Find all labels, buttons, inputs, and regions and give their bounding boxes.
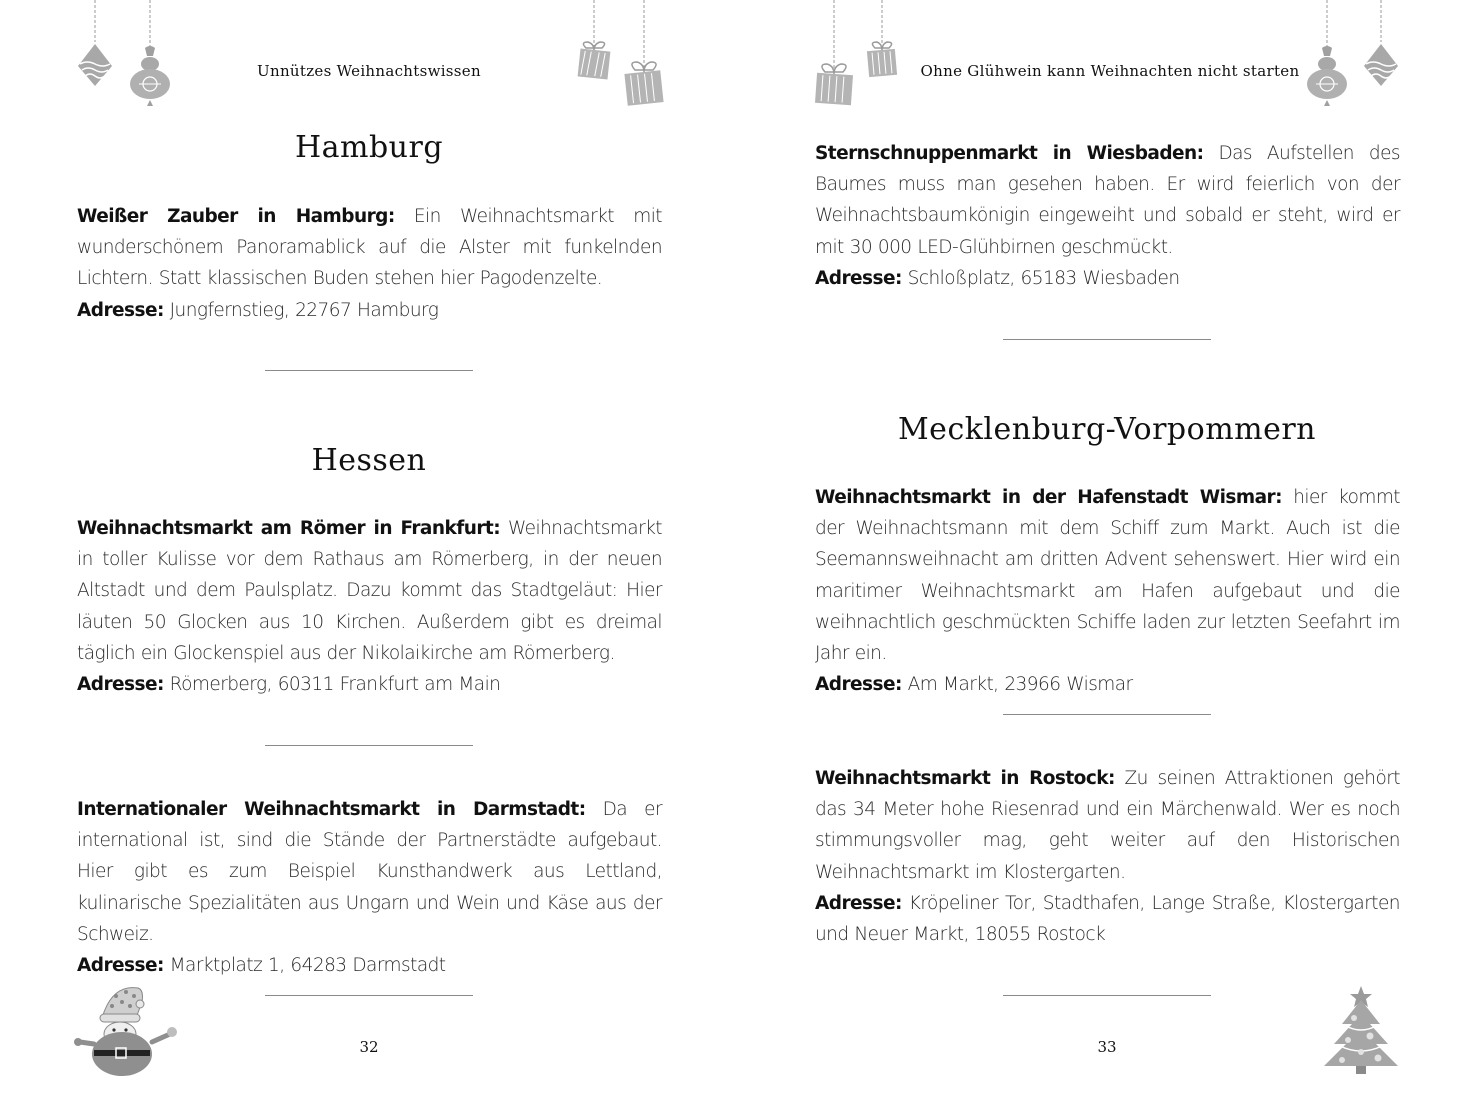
address-label: Adresse:	[77, 955, 164, 977]
address-value: Kröpeliner Tor, Stadthafen, Lange Straße, Klostergarten und Neuer Markt, 18055 Rostock	[815, 892, 1400, 946]
market-entry	[77, 794, 662, 981]
address-label: Adresse:	[815, 892, 902, 914]
divider	[1003, 714, 1211, 715]
address-value: Römerberg, 60311 Frankfurt am Main	[163, 674, 501, 696]
entry-text: Ein Weihnachtsmarkt mit wunderschönem Panoramablick auf die Alster mit funkelnden Lichtern. Statt klassischen Buden stehen hier Pagodenzelte.	[77, 206, 662, 290]
section-heading: Mecklenburg-Vorpommern	[897, 412, 1317, 447]
address-value: Marktplatz 1, 64283 Darmstadt	[163, 955, 446, 977]
bauble-icon	[1302, 0, 1352, 110]
entry-address	[815, 888, 1400, 950]
entry-title: Weißer Zauber in Hamburg:	[77, 206, 395, 227]
address-value: Am Markt, 23966 Wismar	[901, 674, 1133, 696]
entry-text: Das Aufstellen des Baumes muss man gesehen haben. Er wird feierlich von der Weihnachtsbaumkönigin eingeweiht und sobald er steht, wird er mit 30 000 LED-Glühbirnen geschmückt.	[815, 143, 1400, 258]
divider	[1003, 339, 1211, 340]
market-entry	[815, 482, 1400, 700]
ornament-icon	[1356, 0, 1406, 95]
market-entry	[815, 138, 1400, 294]
christmas-tree-icon	[1320, 984, 1402, 1076]
market-entry	[77, 513, 662, 700]
entry-address	[77, 295, 662, 326]
page-number: 33	[1097, 1038, 1117, 1056]
entry-text: Weihnachtsmarkt in toller Kulisse vor dem Rathaus am Römerberg, in der neuen Altstadt und dem Paulsplatz. Dazu kommt das Stadtgeläut: Hier läuten 50 Glocken aus 10 Kirchen. Außerdem gibt es dreimal täglich ein Glockenspiel aus der Nikolaikirche am Römerberg.	[77, 518, 663, 664]
entry-address	[815, 263, 1400, 294]
entry-text: Zu seinen Attraktionen gehört das 34 Meter hohe Riesenrad und ein Märchenwald. Wer es noch stimmungsvoller mag, geht weiter auf den Historischen Weihnachtsmarkt im Klostergarten.	[815, 768, 1400, 883]
divider	[265, 745, 473, 746]
address-label: Adresse:	[815, 267, 902, 289]
entry-text: hier kommt der Weihnachtsmann mit dem Schiff zum Markt. Auch ist die Seemannsweihnacht am dritten Advent sehenswert. Hier wird ein maritimer Weihnachtsmarkt am Hafen aufgebaut und die weihnachtlich geschmückten Schiffe laden zur letzten Seefahrt im Jahr ein.	[815, 487, 1400, 665]
gift-icon	[810, 0, 858, 110]
running-header: Ohne Glühwein kann Weihnachten nicht starten	[920, 62, 1300, 80]
section-heading: Hessen	[311, 443, 427, 478]
divider	[1003, 995, 1211, 996]
divider	[265, 370, 473, 371]
address-value: Schloßplatz, 65183 Wiesbaden	[901, 267, 1180, 289]
gift-icon	[620, 0, 668, 110]
bauble-icon	[125, 0, 175, 110]
entry-title: Weihnachtsmarkt in der Hafenstadt Wismar:	[815, 487, 1282, 508]
entry-address	[77, 950, 662, 981]
market-entry	[815, 763, 1400, 950]
divider	[265, 995, 473, 996]
entry-title: Weihnachtsmarkt in Rostock:	[815, 768, 1115, 789]
entry-title: Internationaler Weihnachtsmarkt in Darmstadt:	[77, 799, 586, 820]
entry-title: Sternschnuppenmarkt in Wiesbaden:	[815, 143, 1204, 164]
entry-address	[815, 669, 1400, 700]
entry-address	[77, 669, 662, 700]
market-entry	[77, 201, 662, 326]
entry-title: Weihnachtsmarkt am Römer in Frankfurt:	[77, 518, 501, 539]
address-label: Adresse:	[77, 674, 164, 696]
address-value: Jungfernstieg, 22767 Hamburg	[163, 299, 439, 321]
page-number: 32	[359, 1038, 379, 1056]
entry-text: Da er international ist, sind die Stände der Partnerstädte aufgebaut. Hier gibt es zum Beispiel Kunsthandwerk aus Lettland, kulinarische Spezialitäten aus Ungarn und Wein und Käse aus der Schweiz.	[77, 799, 662, 945]
running-header: Unnützes Weihnachtswissen	[257, 62, 481, 80]
address-label: Adresse:	[815, 674, 902, 696]
address-label: Adresse:	[77, 299, 164, 321]
santa-icon	[72, 982, 187, 1078]
ornament-icon	[70, 0, 120, 95]
section-heading: Hamburg	[294, 130, 444, 165]
right-page	[738, 0, 1476, 1104]
